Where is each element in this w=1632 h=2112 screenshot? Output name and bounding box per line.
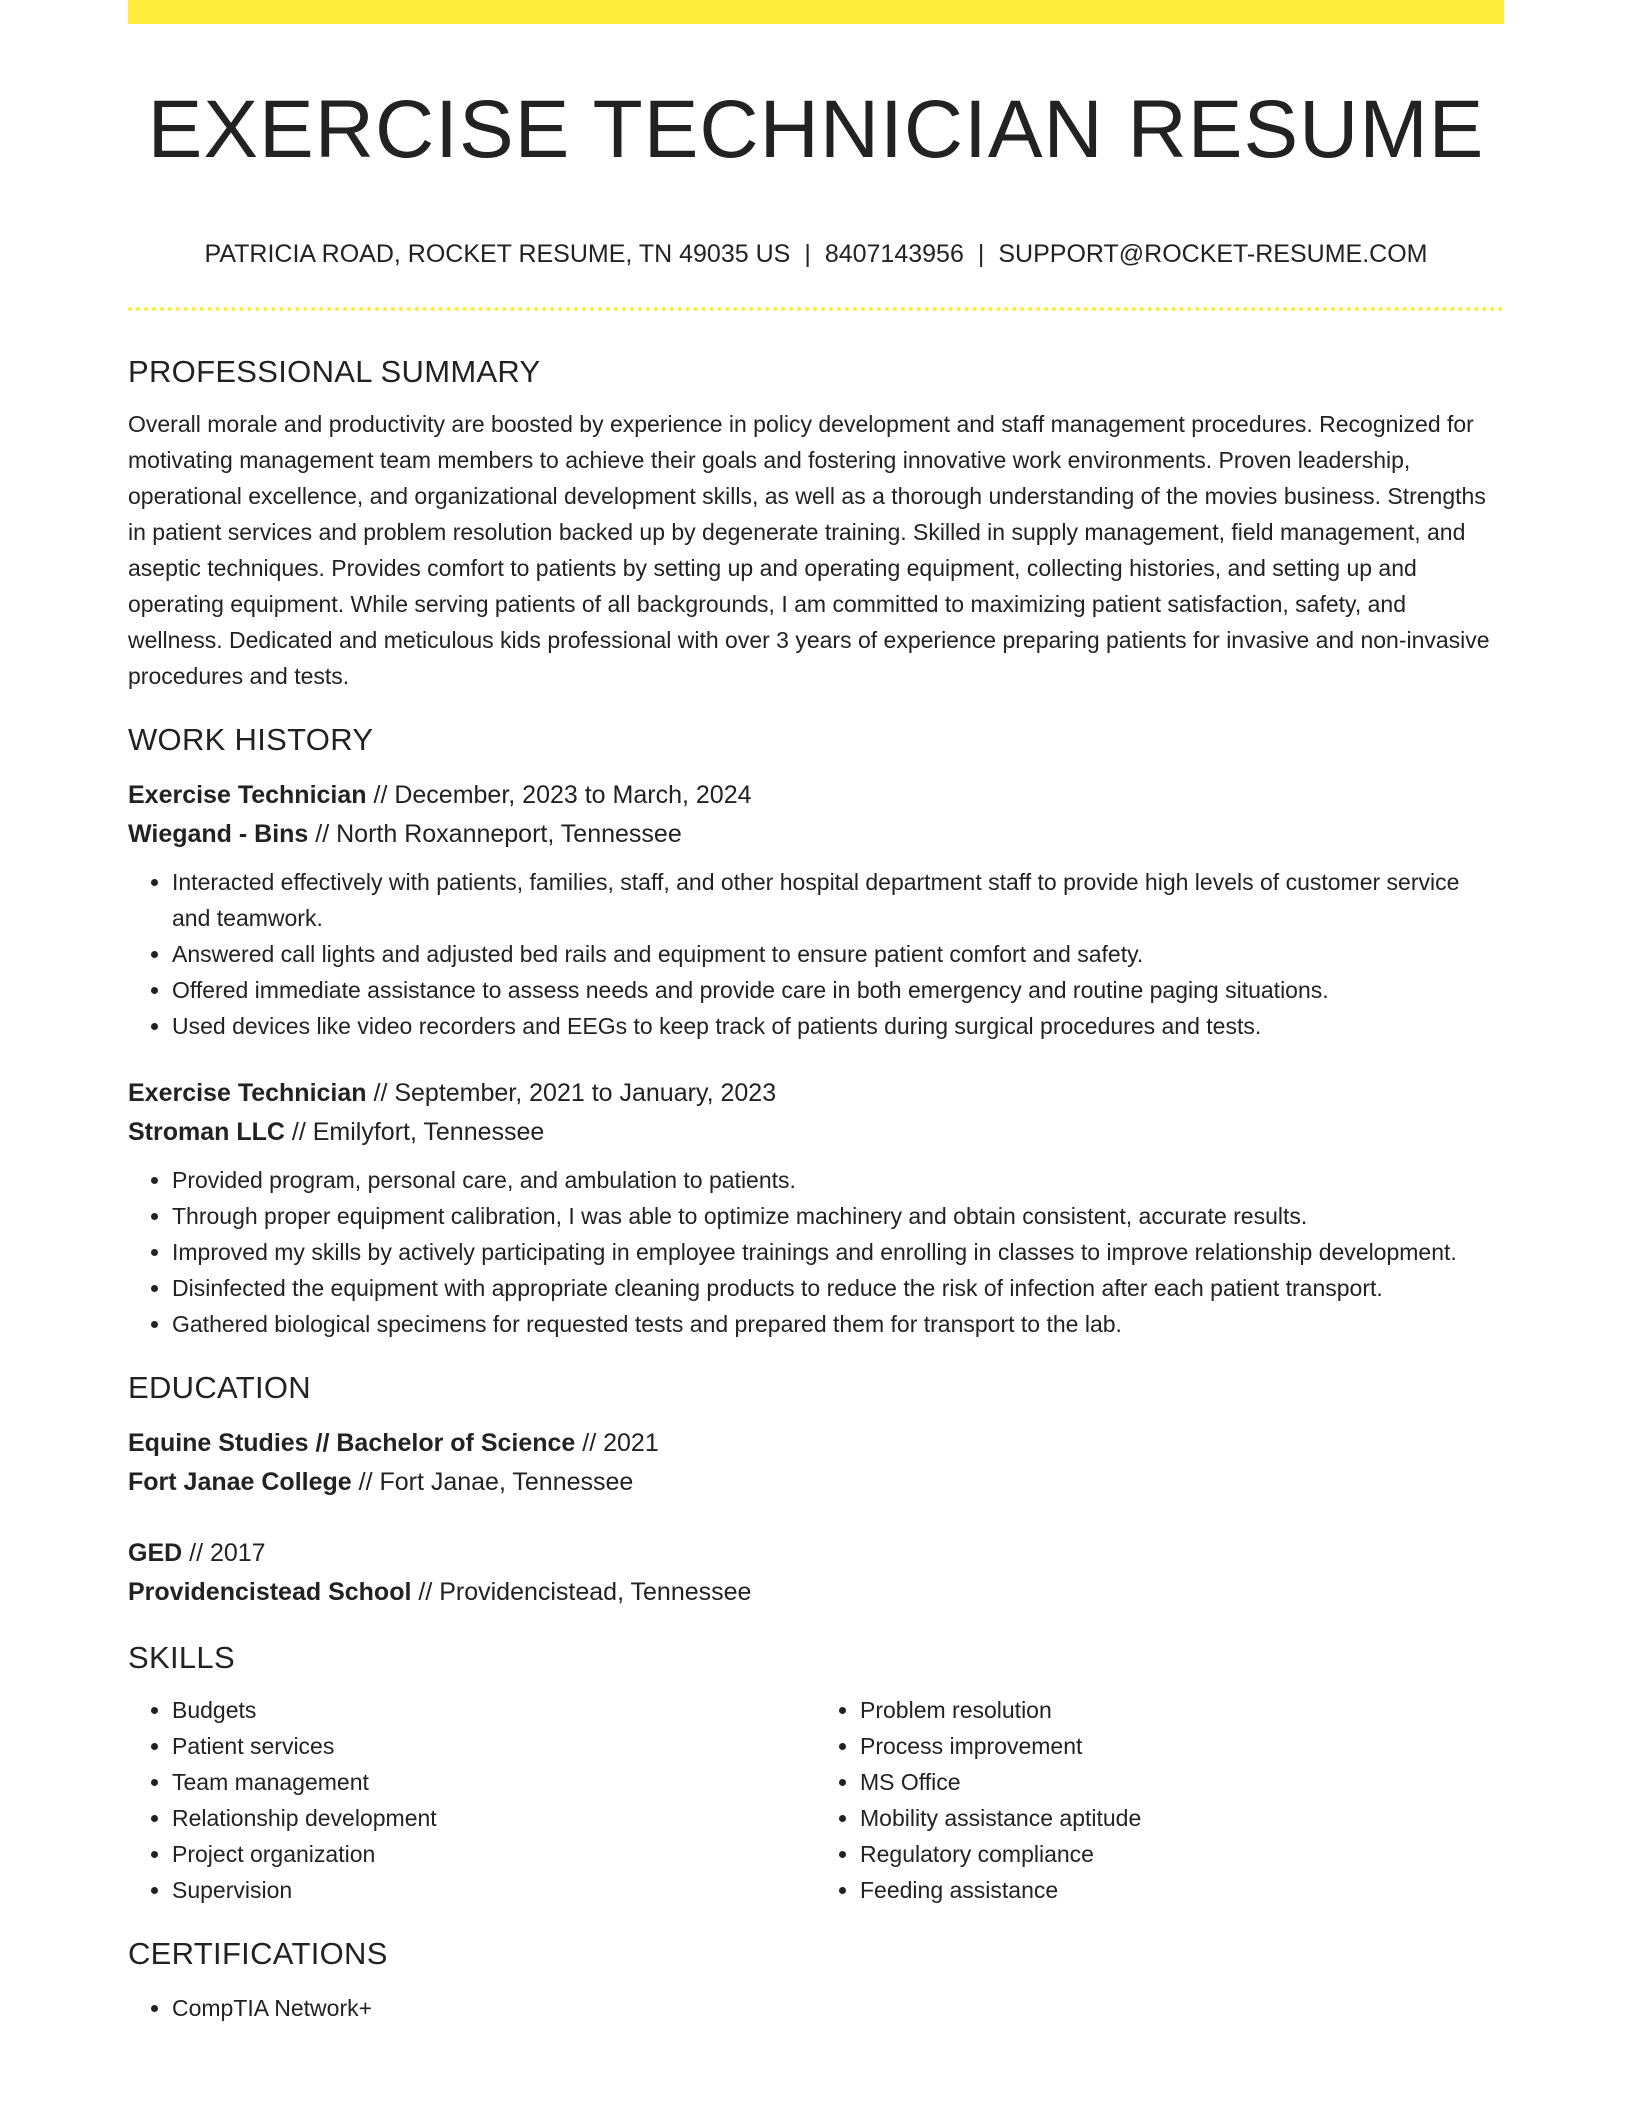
job-bullets <box>128 1162 1504 1342</box>
education-section <box>128 1366 1504 1612</box>
list-item: • Disinfected the equipment with appropriate cleaning products to reduce the risk of infection after each patient transport. <box>172 1270 1504 1306</box>
list-item: • Process improvement <box>860 1728 1504 1764</box>
list-item: • Gathered biological specimens for requested tests and prepared them for transport to the lab. <box>172 1306 1504 1342</box>
job-title-line <box>128 776 1504 815</box>
email: SUPPORT@ROCKET-RESUME.COM <box>998 240 1428 268</box>
job-dates: // September, 2021 to January, 2023 <box>366 1079 777 1107</box>
job-entry <box>128 1074 1504 1342</box>
list-item: • Budgets <box>172 1692 816 1728</box>
summary-text: Overall morale and productivity are boosted by experience in policy development and staff management procedures. Recognized for motivating management team members to achieve their goals and fostering innovative work environments. Proven leadership, operational excellence, and organizational development skills, as well as a thorough understanding of the movies business. Strengths in patient services and problem resolution backed up by degenerate training. Skilled in supply management, field management, and aseptic techniques. Provides comfort to patients by setting up and operating equipment, collecting histories, and setting up and operating equipment. While serving patients of all backgrounds, I am committed to maximizing patient satisfaction, safety, and wellness. Dedicated and meticulous kids professional with over 3 years of experience preparing patients for invasive and non-invasive procedures and tests. <box>128 411 1490 689</box>
list-item: • Mobility assistance aptitude <box>860 1800 1504 1836</box>
work-history-heading: WORK HISTORY <box>128 722 374 757</box>
company-name: Stroman LLC <box>128 1118 285 1146</box>
job-title: Exercise Technician <box>128 1079 367 1107</box>
list-item: • Feeding assistance <box>860 1872 1504 1908</box>
school-name: Providencistead School <box>128 1578 412 1606</box>
list-item: • Answered call lights and adjusted bed rails and equipment to ensure patient comfort and safety. <box>172 936 1504 972</box>
skills-right-column <box>816 1692 1504 1908</box>
company-name: Wiegand - Bins <box>128 820 309 848</box>
job-bullets <box>128 864 1504 1044</box>
skills-heading: SKILLS <box>128 1640 235 1675</box>
address: PATRICIA ROAD, ROCKET RESUME, TN 49035 US <box>204 240 791 268</box>
contact-separator: | <box>804 240 811 268</box>
list-item: • Offered immediate assistance to assess needs and provide care in both emergency and routine paging situations. <box>172 972 1504 1008</box>
job-company-line <box>128 815 1504 854</box>
list-item: • Through proper equipment calibration, I was able to optimize machinery and obtain consistent, accurate results. <box>172 1198 1504 1234</box>
list-item: • CompTIA Network+ <box>172 1990 1504 2026</box>
list-item: • Improved my skills by actively participating in employee trainings and enrolling in classes to improve relationship development. <box>172 1234 1504 1270</box>
school-line <box>128 1573 1504 1612</box>
company-location: // Emilyfort, Tennessee <box>284 1118 545 1146</box>
education-heading: EDUCATION <box>128 1370 311 1405</box>
contact-line <box>128 236 1504 272</box>
education-entry <box>128 1534 1504 1612</box>
list-item: • Regulatory compliance <box>860 1836 1504 1872</box>
list-item: • Relationship development <box>172 1800 816 1836</box>
job-entry <box>128 776 1504 1044</box>
school-name: Fort Janae College <box>128 1468 352 1496</box>
list-item: • Project organization <box>172 1836 816 1872</box>
list-item: • MS Office <box>860 1764 1504 1800</box>
work-history-section <box>128 718 1504 1342</box>
list-item: • Supervision <box>172 1872 816 1908</box>
resume-title: EXERCISE TECHNICIAN RESUME <box>147 84 1485 175</box>
list-item: • Team management <box>172 1764 816 1800</box>
school-location: // Fort Janae, Tennessee <box>351 1468 634 1496</box>
school-location: // Providencistead, Tennessee <box>411 1578 752 1606</box>
graduation-year: // 2017 <box>182 1539 266 1567</box>
degree: Equine Studies // Bachelor of Science <box>128 1429 576 1457</box>
job-title: Exercise Technician <box>128 781 367 809</box>
list-item: • Interacted effectively with patients, families, staff, and other hospital department staff to provide high levels of customer service and teamwork. <box>172 864 1504 936</box>
education-entry <box>128 1424 1504 1502</box>
skills-left-column <box>128 1692 816 1908</box>
job-title-line <box>128 1074 1504 1113</box>
degree-line <box>128 1424 1504 1463</box>
resume-content <box>128 350 1504 2026</box>
list-item: • Problem resolution <box>860 1692 1504 1728</box>
top-accent-bar <box>128 0 1504 24</box>
job-dates: // December, 2023 to March, 2024 <box>366 781 752 809</box>
company-location: // North Roxanneport, Tennessee <box>308 820 682 848</box>
job-company-line <box>128 1113 1504 1152</box>
phone: 8407143956 <box>824 240 964 268</box>
graduation-year: // 2021 <box>575 1429 659 1457</box>
list-item: • Provided program, personal care, and ambulation to patients. <box>172 1162 1504 1198</box>
skills-section <box>128 1636 1504 1908</box>
certifications-list <box>128 1990 1504 2026</box>
list-item: • Patient services <box>172 1728 816 1764</box>
dotted-divider <box>128 307 1504 311</box>
certifications-heading: CERTIFICATIONS <box>128 1936 388 1971</box>
school-line <box>128 1463 1504 1502</box>
degree: GED <box>128 1539 183 1567</box>
skills-columns <box>128 1692 1504 1908</box>
contact-separator: | <box>977 240 985 268</box>
summary-heading: PROFESSIONAL SUMMARY <box>128 354 541 389</box>
degree-line <box>128 1534 1504 1573</box>
certifications-section <box>128 1932 1504 2026</box>
list-item: • Used devices like video recorders and EEGs to keep track of patients during surgical procedures and tests. <box>172 1008 1504 1044</box>
summary-section <box>128 350 1504 694</box>
